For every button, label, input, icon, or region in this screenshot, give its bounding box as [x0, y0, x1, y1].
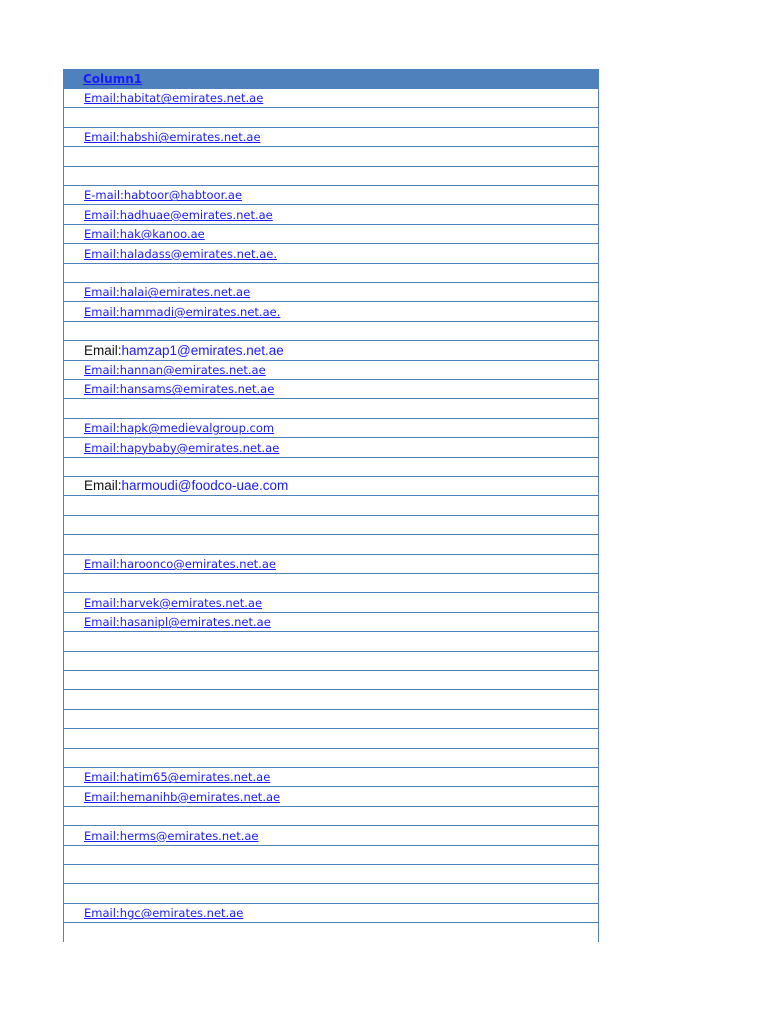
table-row[interactable]	[64, 496, 598, 515]
email-link[interactable]: Email:habitat@emirates.net.ae	[84, 91, 264, 106]
table-row[interactable]	[64, 361, 598, 380]
email-link[interactable]: Email:hapybaby@emirates.net.ae	[84, 440, 280, 455]
email-link[interactable]: Email:hannan@emirates.net.ae	[84, 362, 266, 377]
table-row[interactable]	[64, 729, 598, 748]
table-row[interactable]	[64, 555, 598, 574]
table-row[interactable]	[64, 516, 598, 535]
email-address[interactable]: hamzap1@emirates.net.ae	[121, 342, 284, 358]
table-row[interactable]	[64, 632, 598, 651]
table-row[interactable]	[64, 865, 598, 884]
table-row[interactable]	[64, 167, 598, 186]
email-link[interactable]: Email:hatim65@emirates.net.ae	[84, 770, 271, 785]
spreadsheet-table	[63, 69, 599, 942]
email-link[interactable]: E-mail:habtoor@habtoor.ae	[84, 188, 243, 203]
table-row[interactable]	[64, 225, 598, 244]
table-row[interactable]	[64, 419, 598, 438]
email-link[interactable]: Email:habshi@emirates.net.ae	[84, 130, 261, 145]
table-row[interactable]	[64, 128, 598, 147]
table-row[interactable]	[64, 477, 598, 496]
table-row[interactable]	[64, 574, 598, 593]
table-row[interactable]	[64, 535, 598, 554]
email-link[interactable]: Email:hak@kanoo.ae	[84, 227, 205, 242]
table-row[interactable]	[64, 710, 598, 729]
table-row[interactable]	[64, 593, 598, 612]
table-row[interactable]	[64, 302, 598, 321]
table-row[interactable]	[64, 341, 598, 360]
column-header-label[interactable]: Column1	[83, 72, 143, 86]
table-row[interactable]	[64, 671, 598, 690]
email-link[interactable]: Email:haroonco@emirates.net.ae	[84, 556, 276, 571]
table-row[interactable]	[64, 108, 598, 127]
email-link[interactable]: Email:hapk@medievalgroup.com	[84, 421, 275, 436]
email-address[interactable]: harmoudi@foodco-uae.com	[121, 478, 289, 494]
table-row[interactable]	[64, 749, 598, 768]
table-body	[63, 89, 599, 942]
email-link[interactable]: Email:hammadi@emirates.net.ae.	[84, 304, 281, 319]
email-link[interactable]: Email:herms@emirates.net.ae	[84, 828, 259, 843]
email-link[interactable]: Email:hemanihb@emirates.net.ae	[84, 789, 281, 804]
table-row[interactable]	[64, 322, 598, 341]
email-link[interactable]: Email:hadhuae@emirates.net.ae	[84, 207, 273, 222]
table-row[interactable]	[64, 438, 598, 457]
table-row[interactable]	[64, 186, 598, 205]
table-row[interactable]	[64, 283, 598, 302]
email-link[interactable]: Email:halai@emirates.net.ae	[84, 285, 251, 300]
table-row[interactable]	[64, 244, 598, 263]
table-row[interactable]	[64, 768, 598, 787]
email-link[interactable]: Email:haladass@emirates.net.ae.	[84, 246, 277, 261]
email-link[interactable]: Email:harvek@emirates.net.ae	[84, 595, 263, 610]
table-row[interactable]	[64, 613, 598, 632]
table-row[interactable]	[64, 846, 598, 865]
table-row[interactable]	[64, 458, 598, 477]
email-link[interactable]: Email:hgc@emirates.net.ae	[84, 906, 244, 921]
table-row[interactable]	[64, 264, 598, 283]
table-row[interactable]	[64, 807, 598, 826]
table-row[interactable]	[64, 884, 598, 903]
table-row[interactable]	[64, 826, 598, 845]
column-header[interactable]	[63, 69, 599, 89]
table-row[interactable]	[64, 399, 598, 418]
email-cell[interactable]	[84, 478, 288, 493]
table-row[interactable]	[64, 147, 598, 166]
email-link[interactable]: Email:hansams@emirates.net.ae	[84, 382, 275, 397]
table-row[interactable]	[64, 652, 598, 671]
table-row[interactable]	[64, 89, 598, 108]
email-prefix: Email:	[84, 478, 122, 494]
email-link[interactable]: Email:hasanipl@emirates.net.ae	[84, 615, 271, 630]
table-row[interactable]	[64, 904, 598, 923]
email-prefix: Email:	[84, 342, 122, 358]
table-row[interactable]	[64, 205, 598, 224]
email-cell[interactable]	[84, 343, 284, 358]
table-row[interactable]	[64, 380, 598, 399]
table-row[interactable]	[64, 690, 598, 709]
table-row[interactable]	[64, 787, 598, 806]
